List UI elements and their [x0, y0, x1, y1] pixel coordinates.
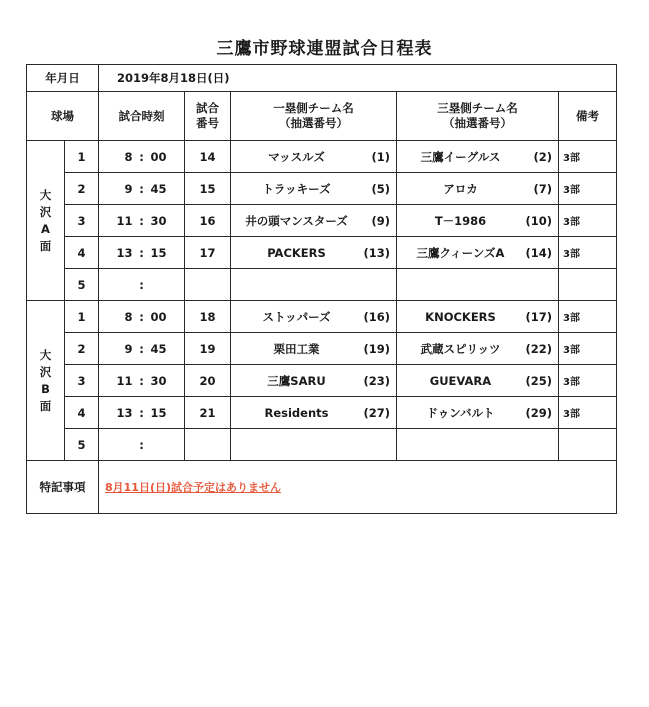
third-base-team: アロカ: [443, 181, 478, 196]
header-row: [27, 92, 617, 141]
third-base-team-cell: [397, 365, 559, 397]
match-time: [99, 397, 185, 429]
time-separator: :: [139, 277, 144, 292]
time-minute: 45: [150, 181, 167, 196]
header-match-no-line1: 試合: [196, 101, 219, 115]
match-time: [99, 141, 185, 173]
venue-name-char: 大: [39, 347, 52, 362]
remarks: [559, 269, 617, 301]
match-time: [99, 205, 185, 237]
match-number: 18: [185, 301, 231, 333]
header-first-base-line2: （抽選番号）: [279, 116, 348, 130]
first-base-draw-number: (1): [371, 149, 390, 164]
match-time: [99, 173, 185, 205]
header-time: 試合時刻: [99, 92, 185, 141]
header-match-no-line2: 番号: [196, 116, 219, 130]
schedule-row: [27, 397, 617, 429]
remarks: 3部: [559, 301, 617, 333]
third-base-team-cell: [397, 173, 559, 205]
match-number: 17: [185, 237, 231, 269]
schedule-row: [27, 333, 617, 365]
schedule-row: [27, 269, 617, 301]
slot-number: 2: [65, 333, 99, 365]
first-base-draw-number: (9): [371, 213, 390, 228]
match-number: 19: [185, 333, 231, 365]
time-separator: :: [139, 373, 144, 388]
first-base-draw-number: (27): [363, 405, 390, 420]
match-number: 21: [185, 397, 231, 429]
slot-number: 1: [65, 141, 99, 173]
slot-number: 5: [65, 269, 99, 301]
header-third-base: [397, 92, 559, 141]
remarks: 3部: [559, 333, 617, 365]
first-base-draw-number: (13): [363, 245, 390, 260]
match-number: [185, 429, 231, 461]
third-base-draw-number: (25): [525, 373, 552, 388]
third-base-draw-number: (2): [533, 149, 552, 164]
remarks: 3部: [559, 397, 617, 429]
slot-number: 1: [65, 301, 99, 333]
venue-name-char: 面: [39, 398, 52, 413]
time-hour: 11: [116, 213, 133, 228]
venue-name-char: 面: [39, 238, 52, 253]
match-time: [99, 269, 185, 301]
time-hour: 13: [116, 405, 133, 420]
third-base-team-cell: [397, 429, 559, 461]
time-hour: 13: [116, 245, 133, 260]
remarks: 3部: [559, 365, 617, 397]
match-number: 16: [185, 205, 231, 237]
third-base-team: 三鷹クィーンズA: [416, 245, 505, 260]
third-base-team: ドゥンバルト: [426, 405, 495, 420]
remarks: 3部: [559, 141, 617, 173]
special-notes-row: [27, 461, 617, 514]
venue-name-char: 大: [39, 187, 52, 202]
third-base-team-cell: [397, 397, 559, 429]
time-hour: 8: [124, 149, 133, 164]
header-venue: 球場: [27, 92, 99, 141]
slot-number: 3: [65, 205, 99, 237]
time-minute: 15: [150, 245, 167, 260]
match-time: [99, 333, 185, 365]
remarks: 3部: [559, 205, 617, 237]
time-hour: 9: [124, 341, 133, 356]
time-minute: 00: [150, 309, 167, 324]
third-base-draw-number: (17): [525, 309, 552, 324]
time-minute: 00: [150, 149, 167, 164]
first-base-team: ストッパーズ: [262, 309, 331, 324]
venue-name-char: A: [41, 221, 50, 236]
schedule-row: [27, 173, 617, 205]
special-notes-text: 8月11日(日)試合予定はありません: [105, 481, 282, 494]
first-base-team-cell: [231, 237, 397, 269]
slot-number: 4: [65, 397, 99, 429]
third-base-draw-number: (7): [533, 181, 552, 196]
first-base-team-cell: [231, 429, 397, 461]
venue-name-char: B: [41, 381, 50, 396]
schedule-row: [27, 205, 617, 237]
first-base-team: マッスルズ: [268, 149, 325, 164]
first-base-team: トラッキーズ: [262, 181, 331, 196]
third-base-draw-number: (29): [525, 405, 552, 420]
schedule-row: [27, 365, 617, 397]
header-first-base: [231, 92, 397, 141]
first-base-draw-number: (19): [363, 341, 390, 356]
match-time: [99, 429, 185, 461]
third-base-team-cell: [397, 141, 559, 173]
schedule-row: [27, 141, 617, 173]
third-base-team-cell: [397, 269, 559, 301]
third-base-team-cell: [397, 237, 559, 269]
first-base-team: 井の頭マンスターズ: [245, 213, 348, 228]
third-base-draw-number: (22): [525, 341, 552, 356]
header-third-base-line1: 三塁側チーム名: [437, 101, 518, 115]
time-separator: :: [139, 309, 144, 324]
date-value: 2019年8月18日(日): [99, 65, 617, 92]
venue-name: [27, 141, 65, 301]
first-base-team-cell: [231, 173, 397, 205]
match-number: 14: [185, 141, 231, 173]
time-separator: :: [139, 213, 144, 228]
time-separator: :: [139, 341, 144, 356]
third-base-team: KNOCKERS: [425, 309, 496, 324]
schedule-table: [26, 64, 617, 514]
third-base-team-cell: [397, 205, 559, 237]
match-time: [99, 365, 185, 397]
first-base-team: PACKERS: [267, 245, 326, 260]
header-match-no: [185, 92, 231, 141]
first-base-team: Residents: [264, 405, 329, 420]
time-hour: 8: [124, 309, 133, 324]
first-base-team: 栗田工業: [273, 341, 320, 356]
remarks: 3部: [559, 237, 617, 269]
page-title: 三鷹市野球連盟試合日程表: [216, 39, 433, 59]
venue-name-char: 沢: [39, 364, 52, 379]
first-base-team-cell: [231, 333, 397, 365]
slot-number: 4: [65, 237, 99, 269]
first-base-team: 三鷹SARU: [267, 373, 326, 388]
third-base-team: GUEVARA: [429, 373, 492, 388]
third-base-draw-number: (10): [525, 213, 552, 228]
first-base-draw-number: (5): [371, 181, 390, 196]
time-hour: 9: [124, 181, 133, 196]
match-number: 20: [185, 365, 231, 397]
third-base-team: 三鷹イーグルス: [420, 149, 501, 164]
date-label: 年月日: [27, 65, 99, 92]
venue-name-char: 沢: [39, 204, 52, 219]
header-first-base-line1: 一塁側チーム名: [273, 101, 354, 115]
first-base-team-cell: [231, 205, 397, 237]
date-row: [27, 65, 617, 92]
special-notes-label: 特記事項: [27, 461, 99, 514]
third-base-draw-number: (14): [525, 245, 552, 260]
slot-number: 3: [65, 365, 99, 397]
header-third-base-line2: （抽選番号）: [443, 116, 512, 130]
third-base-team-cell: [397, 301, 559, 333]
schedule-row: [27, 301, 617, 333]
slot-number: 2: [65, 173, 99, 205]
first-base-team-cell: [231, 141, 397, 173]
remarks: [559, 429, 617, 461]
first-base-team-cell: [231, 269, 397, 301]
header-remarks: 備考: [559, 92, 617, 141]
time-minute: 45: [150, 341, 167, 356]
third-base-team: 武蔵スピリッツ: [420, 341, 501, 356]
match-time: [99, 237, 185, 269]
schedule-row: [27, 237, 617, 269]
time-minute: 30: [150, 213, 167, 228]
time-separator: :: [139, 437, 144, 452]
third-base-team-cell: [397, 333, 559, 365]
schedule-row: [27, 429, 617, 461]
time-hour: 11: [116, 373, 133, 388]
first-base-team-cell: [231, 365, 397, 397]
match-number: 15: [185, 173, 231, 205]
first-base-draw-number: (23): [363, 373, 390, 388]
first-base-draw-number: (16): [363, 309, 390, 324]
match-time: [99, 301, 185, 333]
match-number: [185, 269, 231, 301]
time-separator: :: [139, 245, 144, 260]
remarks: 3部: [559, 173, 617, 205]
venue-name: [27, 301, 65, 461]
time-separator: :: [139, 181, 144, 196]
third-base-team: T－1986: [434, 213, 487, 228]
time-separator: :: [139, 405, 144, 420]
special-notes-cell: [99, 461, 617, 514]
time-minute: 30: [150, 373, 167, 388]
slot-number: 5: [65, 429, 99, 461]
first-base-team-cell: [231, 397, 397, 429]
first-base-team-cell: [231, 301, 397, 333]
time-minute: 15: [150, 405, 167, 420]
time-separator: :: [139, 149, 144, 164]
